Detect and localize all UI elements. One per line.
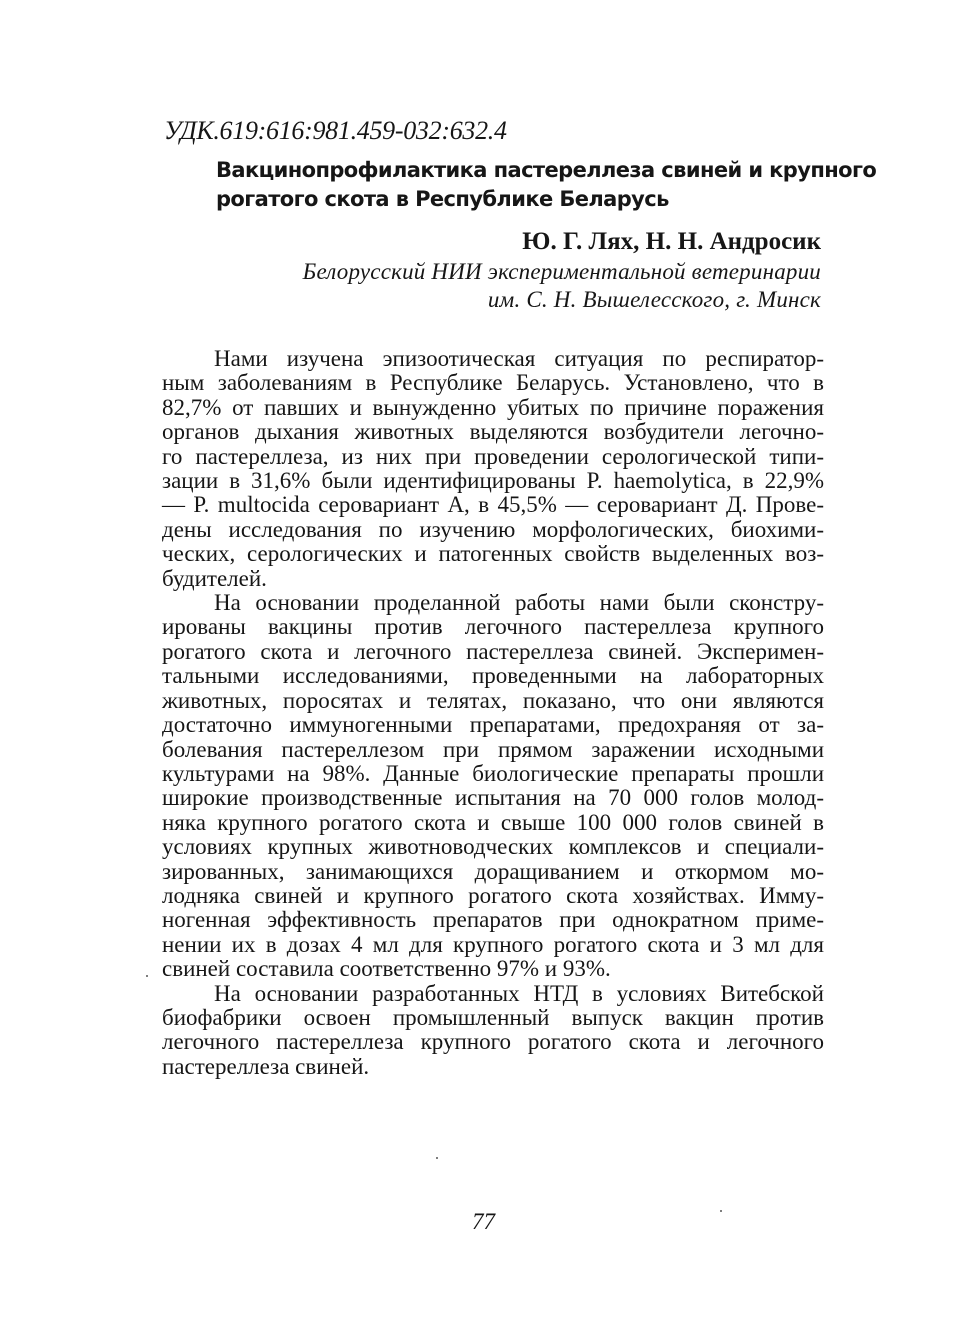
- affiliation: [303, 258, 821, 314]
- text-line: ческих, серологических и патогенных свойств выделенных воз-: [162, 541, 824, 567]
- text-line: легочного пастереллеза крупного рогатого скота и легочного: [162, 1029, 824, 1055]
- article-title: [216, 156, 877, 214]
- scan-speck: [436, 1157, 438, 1159]
- article-title-line: рогатого скота в Республике Беларусь: [216, 187, 669, 211]
- text-line: будителей.: [162, 565, 267, 591]
- text-line: зации в 31,6% были идентифицированы P. haemolytica, в 22,9%: [162, 468, 824, 494]
- text-line: лодняка свиней и крупного рогатого скота хозяйствах. Имму-: [162, 882, 824, 908]
- scan-speck: [146, 975, 148, 977]
- text-line: условиях крупных животноводческих комплексов и специали-: [162, 834, 824, 860]
- paragraph: [162, 982, 824, 1080]
- page-number: 77: [472, 1209, 495, 1234]
- udk-code: УДК.619:616:981.459-032:632.4: [164, 116, 507, 145]
- article-title-line: Вакцинопрофилактика пастереллеза свиней и крупного: [216, 158, 877, 182]
- text-line: дены исследования по изучению морфологических, биохими-: [162, 516, 824, 542]
- text-line: свиней составила соответственно 97% и 93%.: [162, 956, 611, 982]
- text-line: ным заболеваниям в Республике Беларусь. Установлено, что в: [162, 370, 824, 396]
- text-line: ированы вакцины против легочного пастереллеза крупного: [162, 614, 824, 640]
- text-line: животных, поросятах и телятах, показано, что они являются: [162, 687, 824, 713]
- affiliation-line: им. С. Н. Вышелесского, г. Минск: [487, 287, 821, 312]
- text-line: органов дыхания животных выделяются возбудители легочно-: [162, 419, 824, 445]
- text-line: рогатого скота и легочного пастереллеза свиней. Эксперимен-: [162, 638, 824, 664]
- text-line: На основании разработанных НТД в условиях Витебской: [214, 980, 824, 1006]
- text-line: культурами на 98%. Данные биологические препараты прошли: [162, 760, 824, 786]
- text-line: На основании проделанной работы нами были сконстру-: [214, 590, 824, 616]
- paragraph: [162, 347, 824, 591]
- article-body: [162, 347, 824, 1079]
- affiliation-line: Белорусский НИИ экспериментальной ветеринарии: [302, 259, 821, 284]
- text-line: няка крупного рогатого скота и свыше 100 000 голов свиней в: [162, 809, 824, 835]
- authors: Ю. Г. Лях, Н. Н. Андросик: [522, 228, 821, 255]
- text-line: нении их в дозах 4 мл для крупного рогатого скота и 3 мл для: [162, 931, 824, 957]
- text-line: биофабрики освоен промышленный выпуск вакцин против: [162, 1004, 824, 1030]
- paragraph: [162, 591, 824, 982]
- text-line: Нами изучена эпизоотическая ситуация по респиратор-: [214, 346, 824, 371]
- text-line: — P. multocida серовариант А, в 45,5% — серовариант Д. Прове-: [162, 492, 824, 518]
- text-line: тальными исследованиями, проведенными на лабораторных: [162, 663, 824, 689]
- text-line: го пастереллеза, из них при проведении серологической типи-: [162, 443, 824, 469]
- text-line: пастереллеза свиней.: [162, 1053, 370, 1079]
- text-line: широкие производственные испытания на 70 000 голов молод-: [162, 785, 824, 811]
- text-line: ногенная эффективность препаратов при однократном приме-: [162, 907, 824, 933]
- text-line: болевания пастереллезом при прямом заражении исходными: [162, 736, 824, 762]
- text-line: достаточно иммуногенными препаратами, предохраняя от за-: [162, 712, 824, 738]
- text-line: 82,7% от павших и вынужденно убитых по причине поражения: [162, 394, 824, 420]
- text-line: зированных, занимающихся доращиванием и откормом мо-: [162, 858, 824, 884]
